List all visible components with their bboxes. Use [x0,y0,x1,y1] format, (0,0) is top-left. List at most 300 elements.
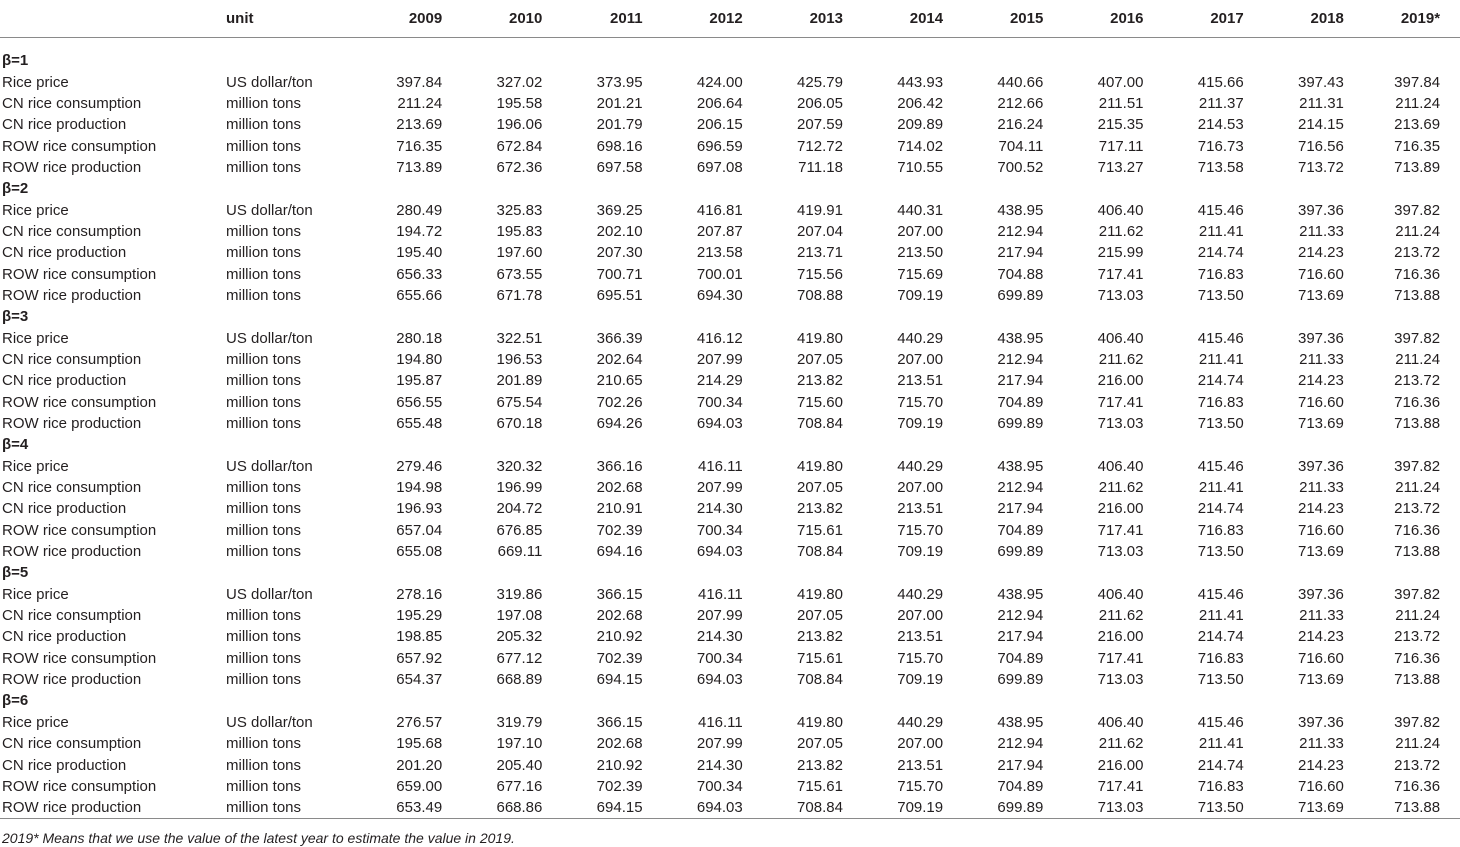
value-cell: 713.50 [1197,671,1244,689]
value-cell: 322.51 [496,329,543,347]
row-label: CN rice consumption [2,94,142,112]
value-cell: 700.34 [696,649,743,667]
row-label: ROW rice production [2,543,142,561]
value-cell: 704.89 [997,777,1044,795]
value-cell: 713.88 [1394,543,1441,561]
row-unit: million tons [226,628,302,646]
value-cell: 407.00 [1097,73,1144,91]
value-cell: 440.66 [997,73,1044,91]
value-cell: 699.89 [997,543,1044,561]
value-cell: 205.32 [496,628,543,646]
value-cell: 204.72 [496,500,543,518]
value-cell: 702.26 [596,393,643,411]
header-year: 2018 [1260,0,1360,38]
value-cell: 210.65 [596,372,643,390]
value-cell: 440.29 [897,713,944,731]
value-cell: 319.79 [496,713,543,731]
value-cell: 214.30 [696,500,743,518]
row-label: ROW rice production [0,797,224,819]
value-cell: 710.55 [897,158,944,176]
table-row [0,541,1460,562]
row-label: ROW rice consumption [2,777,157,795]
row-unit: US dollar/ton [226,329,313,347]
row-label: ROW rice production [2,158,142,176]
value-cell: 201.89 [496,372,543,390]
value-cell: 211.24 [1395,350,1441,368]
row-label: ROW rice consumption [2,649,157,667]
value-cell: 713.03 [1097,543,1144,561]
value-cell: 214.53 [1197,116,1244,134]
value-cell: 416.11 [697,585,743,603]
value-cell: 713.50 [1160,797,1260,819]
value-cell: 214.23 [1297,756,1344,774]
value-cell: 713.69 [1297,415,1344,433]
value-cell: 695.51 [596,286,643,304]
value-cell: 215.99 [1097,244,1144,262]
value-cell: 216.00 [1097,500,1144,518]
value-cell: 195.40 [396,244,443,262]
value-cell: 700.71 [596,265,643,283]
table-row [0,93,1460,114]
table-row [0,114,1460,135]
value-cell: 212.94 [997,222,1044,240]
value-cell: 713.69 [1297,671,1344,689]
value-cell: 656.55 [396,393,443,411]
header-label [0,0,224,38]
value-cell: 668.86 [458,797,558,819]
value-cell: 716.35 [396,137,443,155]
value-cell: 717.41 [1097,393,1144,411]
value-cell: 213.69 [1394,116,1441,134]
row-label: CN rice consumption [2,479,142,497]
value-cell: 397.36 [1297,329,1344,347]
table-row [0,520,1460,541]
value-cell: 699.89 [959,797,1059,819]
value-cell: 207.59 [797,116,843,134]
value-cell: 406.40 [1097,585,1144,603]
value-cell: 207.99 [696,735,743,753]
value-cell: 716.73 [1197,137,1244,155]
value-cell: 211.41 [1198,350,1244,368]
row-unit: US dollar/ton [226,201,313,219]
row-label: CN rice consumption [2,350,142,368]
value-cell: 438.95 [997,585,1044,603]
table-row [0,71,1460,92]
value-cell: 657.92 [396,649,443,667]
value-cell: 397.43 [1297,73,1344,91]
row-unit: million tons [226,350,302,368]
value-cell: 415.46 [1197,585,1244,603]
header-year: 2015 [959,0,1059,38]
value-cell: 702.39 [596,777,643,795]
value-cell: 715.70 [897,649,944,667]
value-cell: 366.16 [596,457,643,475]
value-cell: 671.78 [496,286,543,304]
row-label: CN rice production [2,756,127,774]
value-cell: 212.94 [997,735,1044,753]
row-label: CN rice production [2,244,127,262]
value-cell: 715.61 [797,521,843,539]
value-cell: 708.88 [797,286,843,304]
row-unit: million tons [226,94,302,112]
value-cell: 697.08 [696,158,743,176]
value-cell: 211.62 [1098,479,1144,497]
value-cell: 214.74 [1197,628,1244,646]
value-cell: 419.91 [797,201,843,219]
value-cell: 213.82 [797,756,843,774]
value-cell: 440.29 [897,585,944,603]
value-cell: 713.88 [1394,671,1441,689]
value-cell: 212.66 [997,94,1044,112]
value-cell: 419.80 [797,713,843,731]
value-cell: 217.94 [997,244,1044,262]
value-cell: 713.69 [1297,286,1344,304]
value-cell: 366.39 [596,329,643,347]
value-cell: 425.79 [797,73,843,91]
row-unit: million tons [226,649,302,667]
value-cell: 702.39 [596,521,643,539]
value-cell: 419.80 [797,585,843,603]
value-cell: 713.03 [1097,415,1144,433]
header-year: 2013 [759,0,859,38]
value-cell: 211.41 [1198,735,1244,753]
value-cell: 202.64 [596,350,643,368]
value-cell: 717.41 [1097,521,1144,539]
value-cell: 419.80 [797,329,843,347]
value-cell: 213.72 [1394,372,1441,390]
value-cell: 716.60 [1297,521,1344,539]
value-cell: 716.83 [1197,393,1244,411]
value-cell: 406.40 [1097,713,1144,731]
row-label: ROW rice consumption [2,137,157,155]
value-cell: 213.82 [797,628,843,646]
value-cell: 713.50 [1197,543,1244,561]
value-cell: 704.89 [997,393,1044,411]
row-unit: million tons [226,265,302,283]
value-cell: 653.49 [358,797,458,819]
value-cell: 656.33 [396,265,443,283]
value-cell: 212.94 [997,350,1044,368]
header-year: 2012 [659,0,759,38]
row-label: Rice price [2,329,69,347]
row-unit: million tons [226,521,302,539]
row-unit: million tons [226,222,302,240]
value-cell: 210.92 [596,756,643,774]
value-cell: 716.83 [1197,777,1244,795]
row-unit: US dollar/ton [226,73,313,91]
value-cell: 213.82 [797,372,843,390]
value-cell: 397.82 [1394,585,1441,603]
value-cell: 713.69 [1297,543,1344,561]
value-cell: 716.56 [1297,137,1344,155]
value-cell: 397.82 [1394,713,1441,731]
value-cell: 197.10 [496,735,543,753]
value-cell: 712.72 [797,137,843,155]
value-cell: 673.55 [496,265,543,283]
value-cell: 211.62 [1098,350,1144,368]
value-cell: 207.00 [897,222,944,240]
row-unit: million tons [226,158,302,176]
row-label: ROW rice production [2,671,142,689]
value-cell: 213.72 [1394,500,1441,518]
value-cell: 715.70 [897,777,944,795]
value-cell: 415.46 [1197,457,1244,475]
value-cell: 195.29 [396,607,443,625]
value-cell: 716.36 [1394,521,1441,539]
value-cell: 694.03 [696,543,743,561]
value-cell: 677.12 [496,649,543,667]
value-cell: 214.29 [696,372,743,390]
header-year: 2014 [859,0,959,38]
value-cell: 716.36 [1394,649,1441,667]
value-cell: 211.51 [1098,94,1144,112]
table-row [0,392,1460,413]
table-row [0,498,1460,519]
value-cell: 217.94 [997,372,1044,390]
value-cell: 700.34 [696,521,743,539]
value-cell: 675.54 [496,393,543,411]
value-cell: 717.41 [1097,649,1144,667]
value-cell: 440.29 [897,329,944,347]
value-cell: 668.89 [496,671,543,689]
table-row [0,797,1460,819]
value-cell: 415.46 [1197,201,1244,219]
value-cell: 440.29 [897,457,944,475]
value-cell: 713.89 [396,158,443,176]
value-cell: 713.89 [1394,158,1441,176]
value-cell: 195.87 [396,372,443,390]
value-cell: 211.24 [1395,607,1441,625]
value-cell: 708.84 [759,797,859,819]
value-cell: 716.60 [1297,265,1344,283]
value-cell: 214.30 [696,756,743,774]
row-unit: million tons [226,756,302,774]
value-cell: 694.30 [696,286,743,304]
group-header-row [0,306,1460,327]
value-cell: 717.41 [1097,265,1144,283]
header-year: 2016 [1059,0,1159,38]
value-cell: 217.94 [997,500,1044,518]
value-cell: 217.94 [997,628,1044,646]
row-label: Rice price [2,713,69,731]
value-cell: 416.11 [697,457,743,475]
value-cell: 670.18 [496,415,543,433]
value-cell: 704.11 [998,137,1044,155]
value-cell: 699.89 [997,286,1044,304]
table-row [0,370,1460,391]
table-row [0,584,1460,605]
value-cell: 406.40 [1097,329,1144,347]
value-cell: 327.02 [496,73,543,91]
value-cell: 195.58 [496,94,543,112]
table-body [0,38,1460,819]
value-cell: 708.84 [797,415,843,433]
row-unit: million tons [226,286,302,304]
value-cell: 213.69 [396,116,443,134]
group-header-row [0,562,1460,583]
value-cell: 202.10 [596,222,643,240]
value-cell: 212.94 [997,607,1044,625]
table-row [0,221,1460,242]
value-cell: 211.24 [1395,94,1441,112]
value-cell: 211.33 [1299,735,1344,753]
group-header-row [0,690,1460,711]
value-cell: 694.26 [596,415,643,433]
row-label: Rice price [2,201,69,219]
value-cell: 715.61 [797,649,843,667]
value-cell: 694.03 [659,797,759,819]
value-cell: 213.51 [897,372,944,390]
value-cell: 207.04 [797,222,843,240]
value-cell: 708.84 [797,671,843,689]
value-cell: 709.19 [897,286,944,304]
value-cell: 713.72 [1297,158,1344,176]
value-cell: 217.94 [997,756,1044,774]
value-cell: 196.93 [396,500,443,518]
value-cell: 709.19 [897,543,944,561]
value-cell: 406.40 [1097,201,1144,219]
value-cell: 319.86 [496,585,543,603]
value-cell: 320.32 [496,457,543,475]
group-title: β=4 [2,436,29,454]
row-unit: million tons [226,372,302,390]
value-cell: 416.12 [696,329,743,347]
value-cell: 406.40 [1097,457,1144,475]
value-cell: 694.16 [596,543,643,561]
value-cell: 700.34 [696,777,743,795]
value-cell: 416.11 [697,713,743,731]
table-row [0,135,1460,156]
value-cell: 700.34 [696,393,743,411]
value-cell: 214.23 [1297,500,1344,518]
table-row [0,157,1460,178]
table-row [0,626,1460,647]
value-cell: 659.00 [396,777,443,795]
value-cell: 419.80 [797,457,843,475]
row-unit: million tons [226,735,302,753]
value-cell: 709.19 [897,415,944,433]
value-cell: 699.89 [997,671,1044,689]
value-cell: 211.62 [1098,735,1144,753]
value-cell: 716.83 [1197,649,1244,667]
value-cell: 415.46 [1197,713,1244,731]
value-cell: 214.23 [1297,628,1344,646]
value-cell: 214.30 [696,628,743,646]
value-cell: 696.59 [696,137,743,155]
value-cell: 713.69 [1260,797,1360,819]
value-cell: 216.00 [1097,628,1144,646]
value-cell: 713.03 [1097,286,1144,304]
value-cell: 215.35 [1097,116,1144,134]
table-row [0,456,1460,477]
value-cell: 397.82 [1394,201,1441,219]
value-cell: 211.37 [1198,94,1244,112]
value-cell: 198.85 [396,628,443,646]
value-cell: 713.03 [1097,671,1144,689]
value-cell: 416.81 [696,201,743,219]
row-label: CN rice consumption [2,607,142,625]
row-unit: million tons [226,479,302,497]
value-cell: 211.62 [1098,222,1144,240]
value-cell: 369.25 [596,201,643,219]
row-label: CN rice production [2,628,127,646]
value-cell: 669.11 [497,543,543,561]
row-label: Rice price [2,585,69,603]
group-header-row [0,50,1460,71]
value-cell: 213.51 [897,628,944,646]
value-cell: 213.51 [897,500,944,518]
table-row [0,199,1460,220]
value-cell: 210.92 [596,628,643,646]
value-cell: 713.27 [1097,158,1144,176]
value-cell: 713.50 [1197,415,1244,433]
header-row [0,0,1460,38]
value-cell: 207.00 [897,350,944,368]
row-label: Rice price [2,457,69,475]
table-row [0,349,1460,370]
header-year: 2010 [458,0,558,38]
value-cell: 709.19 [859,797,959,819]
row-unit: million tons [226,543,302,561]
value-cell: 207.05 [797,735,843,753]
value-cell: 700.01 [696,265,743,283]
value-cell: 213.72 [1394,628,1441,646]
group-header-row [0,178,1460,199]
value-cell: 211.24 [1395,735,1441,753]
table-row [0,477,1460,498]
group-header-row [0,434,1460,455]
value-cell: 694.15 [558,797,658,819]
value-cell: 211.41 [1198,222,1244,240]
value-cell: 195.83 [496,222,543,240]
value-cell: 713.88 [1394,286,1441,304]
table-row [0,263,1460,284]
value-cell: 214.15 [1297,116,1344,134]
value-cell: 211.33 [1299,350,1344,368]
header-year: 2017 [1160,0,1260,38]
group-title: β=2 [2,180,29,198]
value-cell: 704.88 [997,265,1044,283]
row-unit: million tons [226,393,302,411]
row-label: ROW rice consumption [2,393,157,411]
table-header [0,0,1460,38]
value-cell: 676.85 [496,521,543,539]
value-cell: 713.50 [1197,286,1244,304]
value-cell: 194.80 [396,350,443,368]
value-cell: 206.64 [696,94,743,112]
value-cell: 207.05 [797,350,843,368]
value-cell: 325.83 [496,201,543,219]
table-row [0,327,1460,348]
value-cell: 216.00 [1097,372,1144,390]
value-cell: 196.06 [496,116,543,134]
value-cell: 443.93 [897,73,944,91]
value-cell: 207.30 [596,244,643,262]
value-cell: 213.82 [797,500,843,518]
value-cell: 716.60 [1297,649,1344,667]
header-year: 2019* [1360,0,1460,38]
table-row [0,733,1460,754]
value-cell: 213.71 [797,244,843,262]
table-row [0,754,1460,775]
table-row [0,242,1460,263]
value-cell: 397.82 [1394,329,1441,347]
row-label: CN rice production [2,372,127,390]
value-cell: 715.60 [797,393,843,411]
value-cell: 438.95 [997,457,1044,475]
row-unit: US dollar/ton [226,713,313,731]
value-cell: 694.15 [596,671,643,689]
